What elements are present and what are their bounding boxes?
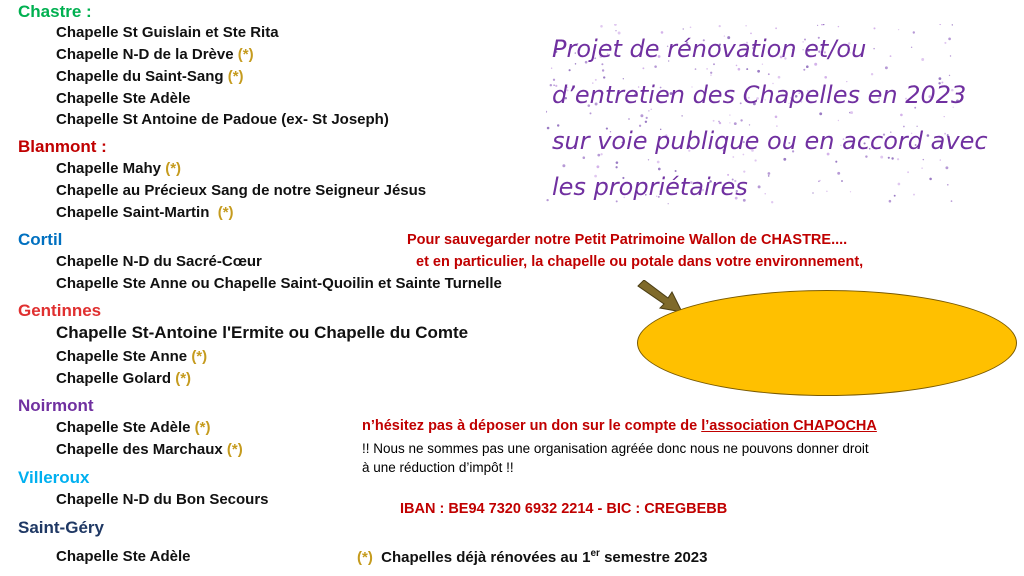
chapel-item: Chapelle St Guislain et Ste Rita [56, 24, 279, 41]
renovated-mark: (*) [227, 68, 244, 85]
chapel-item: Chapelle Mahy (*) [56, 160, 182, 177]
chapel-item: Chapelle St Antoine de Padoue (ex- St Joseph) [56, 111, 389, 128]
village-heading-blanmont: Blanmont : [18, 137, 107, 156]
village-heading-noirmont: Noirmont [18, 396, 94, 415]
chapel-item: Chapelle N-D du Bon Secours [56, 491, 269, 508]
renovated-mark: (*) [175, 370, 192, 387]
village-heading-cortil: Cortil [18, 230, 63, 249]
footnote-mark: (*) [357, 549, 373, 566]
highlight-oval [637, 290, 1017, 396]
footnote: (*) Chapelles déjà rénovées au 1er semestre 2023 [357, 548, 708, 566]
glitter-dot [546, 199, 548, 201]
chapel-item: Chapelle du Saint-Sang (*) [56, 68, 244, 85]
chapel-item: Chapelle Ste Adèle (*) [56, 419, 211, 436]
chapel-item: Chapelle Ste Anne ou Chapelle Saint-Quoilin et Sainte Turnelle [56, 275, 502, 292]
iban-line: IBAN : BE94 7320 6932 2214 - BIC : CREGBEBB [400, 501, 728, 517]
village-heading-villeroux: Villeroux [18, 468, 90, 487]
headline-line: d’entretien des Chapelles en 2023 [552, 81, 967, 109]
association-link[interactable]: l’association CHAPOCHA [701, 418, 877, 434]
chapel-item: Chapelle Ste Anne (*) [56, 348, 208, 365]
appeal-line-1: Pour sauvegarder notre Petit Patrimoine Wallon de CHASTRE.... [407, 232, 848, 248]
chapel-item: Chapelle des Marchaux (*) [56, 441, 243, 458]
village-heading-gentinnes: Gentinnes [18, 301, 102, 320]
village-heading-chastre: Chastre : [18, 2, 92, 21]
renovated-mark: (*) [226, 441, 243, 458]
chapel-item: Chapelle Golard (*) [56, 370, 192, 387]
chapel-item: Chapelle St-Antoine l'Ermite ou Chapelle du Comte [56, 323, 469, 342]
glitter-dot [547, 127, 550, 130]
donation-note-2: à une réduction d’impôt !! [362, 460, 514, 475]
chapel-item: Chapelle Saint-Martin (*) [56, 204, 234, 221]
donation-text: n’hésitez pas à déposer un don sur le compte de l’association CHAPOCHA [362, 418, 877, 434]
chapel-item: Chapelle au Précieux Sang de notre Seigneur Jésus [56, 182, 427, 199]
headline-line: sur voie publique ou en accord avec [552, 127, 988, 155]
renovated-mark: (*) [237, 46, 254, 63]
renovated-mark: (*) [191, 348, 208, 365]
headline-line: les propriétaires [552, 173, 748, 201]
renovated-mark: (*) [165, 160, 182, 177]
chapel-item: Chapelle N-D de la Drève (*) [56, 46, 254, 63]
glitter-dot [939, 24, 941, 25]
glitter-dot [546, 111, 547, 113]
appeal-line-2: et en particulier, la chapelle ou potale dans votre environnement, [416, 254, 864, 270]
village-heading-saint-gery: Saint-Géry [18, 518, 104, 537]
project-headline [552, 26, 988, 210]
renovated-mark: (*) [217, 204, 234, 221]
donation-note-1: !! Nous ne sommes pas une organisation agréée donc nous ne pouvons donner droit [362, 441, 869, 456]
headline-line: Projet de rénovation et/ou [552, 35, 867, 63]
chapel-item: Chapelle Ste Adèle [56, 548, 191, 565]
chapel-item: Chapelle N-D du Sacré-Cœur [56, 253, 262, 270]
chapel-item: Chapelle Ste Adèle [56, 90, 191, 107]
renovated-mark: (*) [194, 419, 211, 436]
